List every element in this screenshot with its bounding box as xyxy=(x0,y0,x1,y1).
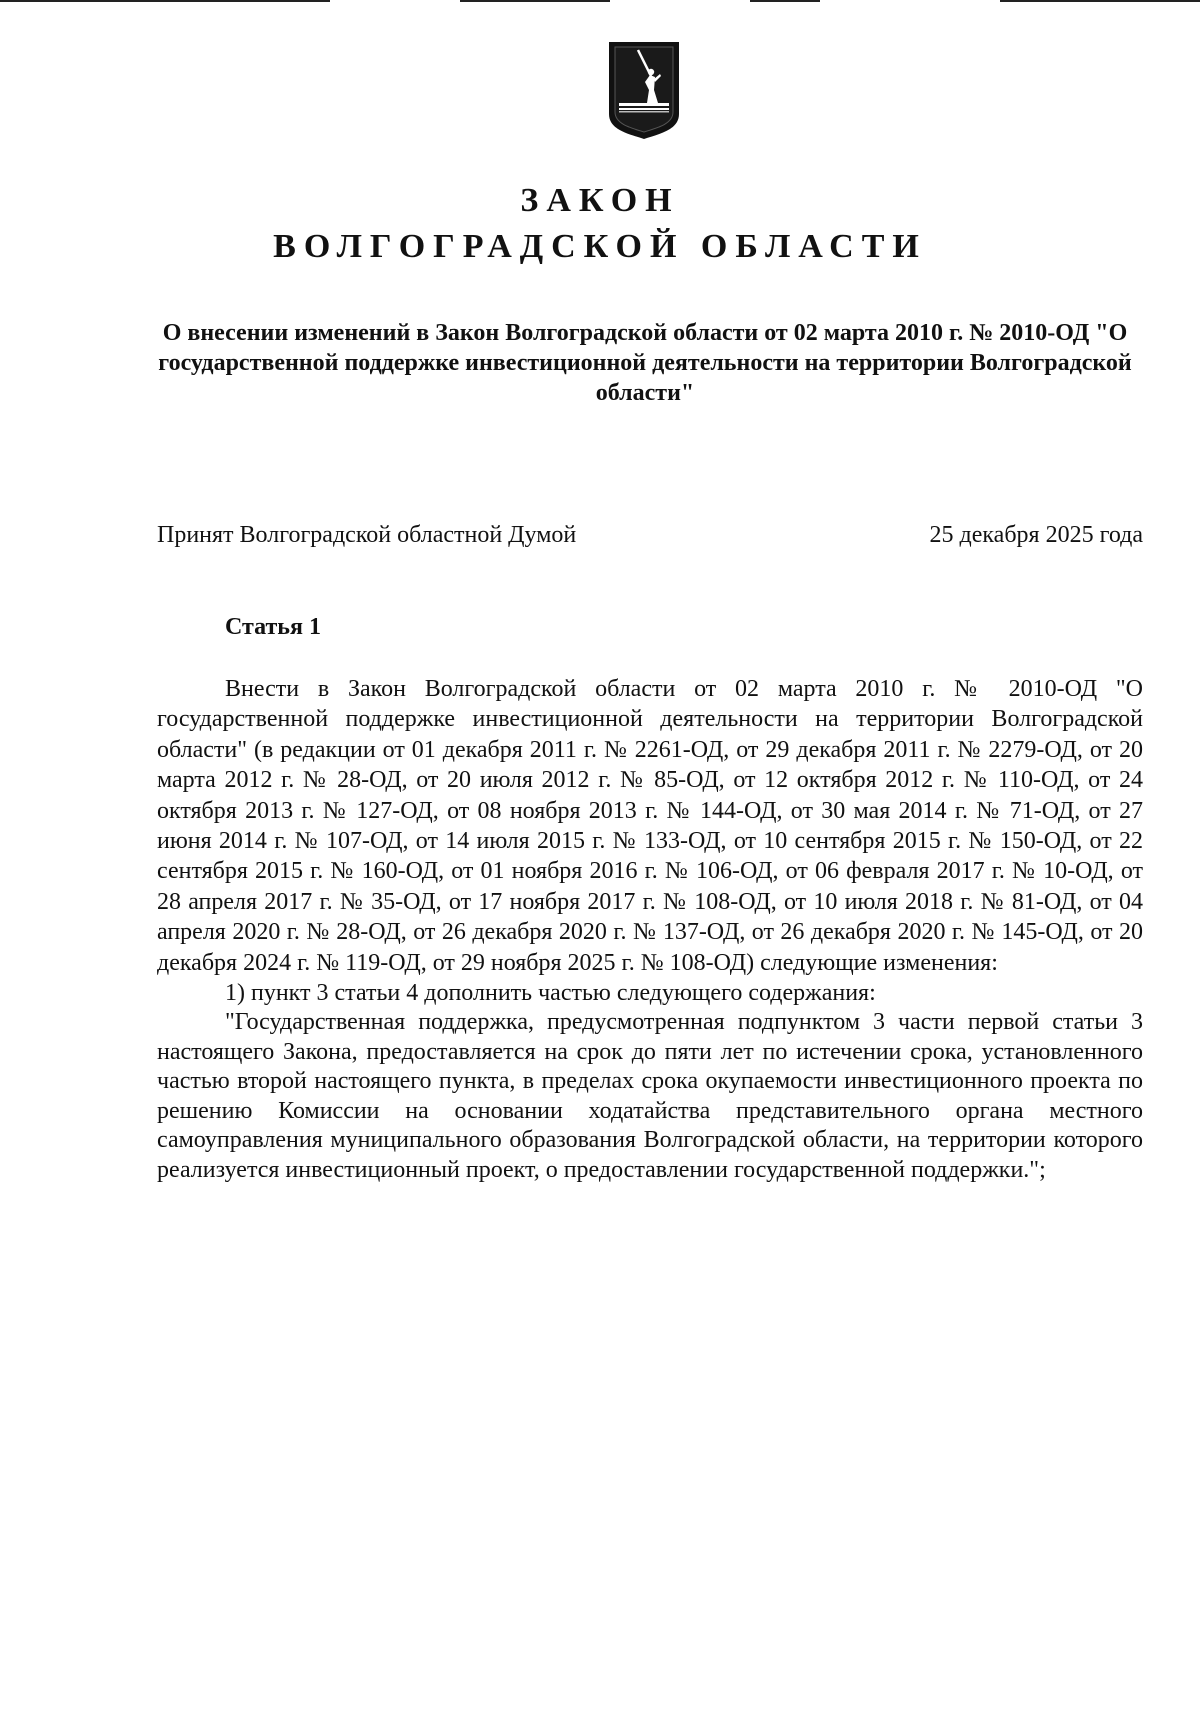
article-body xyxy=(157,674,1143,1185)
adoption-date: 25 декабря 2025 года xyxy=(929,522,1143,548)
article-heading: Статья 1 xyxy=(225,614,321,640)
scan-edge-line xyxy=(1000,0,1200,2)
document-title: ЗАКОН xyxy=(520,182,680,219)
document-subject: О внесении изменений в Закон Волгоградской области от 02 марта 2010 г. № 2010-ОД "О государственной поддержке инвестиционной деятельности на территории Волгоградской области" xyxy=(158,320,1132,406)
adoption-line xyxy=(157,520,1143,550)
article-paragraph: "Государственная поддержка, предусмотренная подпунктом 3 части первой статьи 3 настоящего Закона, предоставляется на срок до пяти лет по истечении срока, установленного частью второй настоящего пункта, в пределах срока окупаемости инвестиционного проекта по решению Комиссии на основании ходатайства представительного органа местного самоуправления муниципального образования Волгоградской области, на территории которого реализуется инвестиционный проект, о предоставлении государственной поддержки."; xyxy=(157,1009,1143,1183)
article-paragraph: 1) пункт 3 статьи 4 дополнить частью следующего содержания: xyxy=(225,980,876,1007)
scan-edge-line xyxy=(0,0,330,2)
scan-edge-line xyxy=(750,0,820,2)
adopted-by: Принят Волгоградской областной Думой xyxy=(157,522,577,548)
coat-of-arms-icon xyxy=(607,40,681,140)
article-paragraph: Внести в Закон Волгоградской области от 02 марта 2010 г. № 2010-ОД "О государственной поддержке инвестиционной деятельности на территории Волгоградской области" (в редакции от 01 декабря 2011 г. № 2261-ОД, от 29 декабря 2011 г. № 2279-ОД, от 20 марта 2012 г. № 28-ОД, от 20 июля 2012 г. № 85-ОД, от 12 октября 2012 г. № 110-ОД, от 24 октября 2013 г. № 127-ОД, от 08 ноября 2013 г. № 144-ОД, от 30 мая 2014 г. № 71-ОД, от 27 июня 2014 г. № 107-ОД, от 14 июля 2015 г. № 133-ОД, от 10 сентября 2015 г. № 150-ОД, от 22 сентября 2015 г. № 160-ОД, от 01 ноября 2016 г. № 106-ОД, от 06 февраля 2017 г. № 10-ОД, от 28 апреля 2017 г. № 35-ОД, от 17 ноября 2017 г. № 108-ОД, от 10 июля 2018 г. № 81-ОД, от 04 апреля 2020 г. № 28-ОД, от 26 декабря 2020 г. № 137-ОД, от 26 декабря 2020 г. № 145-ОД, от 20 декабря 2024 г. № 119-ОД, от 29 ноября 2025 г. № 108-ОД) следующие изменения: xyxy=(157,676,1143,976)
scan-edge-line xyxy=(460,0,610,2)
document-issuer: ВОЛГОГРАДСКОЙ ОБЛАСТИ xyxy=(273,228,927,265)
